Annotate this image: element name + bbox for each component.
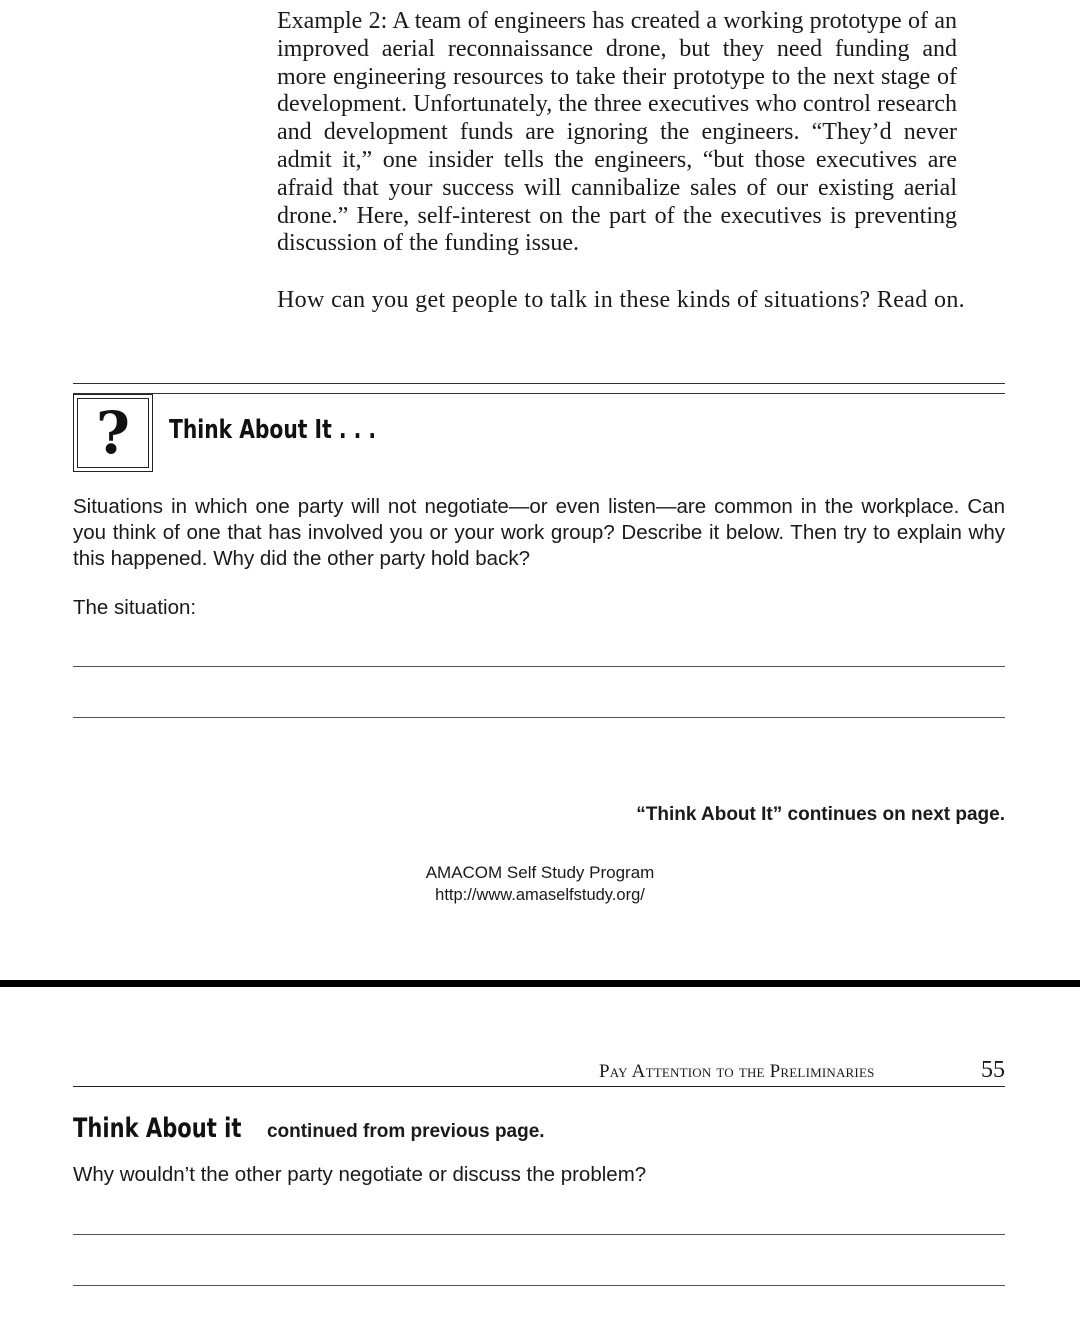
why-question: Why wouldn’t the other party negotiate or discuss the problem? [73, 1163, 647, 1186]
why-answer-line-2[interactable] [73, 1285, 1005, 1286]
continued-title: Think About it [73, 1113, 242, 1144]
example-2-paragraph: Example 2: A team of engineers has created a working prototype of an improved aerial reconnaissance drone, but they need funding and more engineering resources to take their prototype to the next stage of development. Unfortunately, the three executives who control research and development funds are ignoring the engineers. “They’d never admit it,” one insider tells the engineers, “but those executives are afraid that your success will cannibalize sales of our existing aerial drone.” Here, self-interest on the part of the executives is preventing discussion of the funding issue. [277, 8, 957, 257]
page-footer [0, 862, 1080, 906]
continued-heading [73, 1112, 545, 1149]
situation-answer-line-1[interactable] [73, 666, 1005, 667]
situation-answer-line-2[interactable] [73, 717, 1005, 718]
header-rule [73, 1086, 1005, 1087]
section-rule-bottom [73, 393, 1005, 394]
footer-program-name: AMACOM Self Study Program [425, 863, 655, 882]
section-rule-top [73, 383, 1005, 384]
page-number: 55 [981, 1057, 1005, 1083]
think-about-it-heading: Think About It . . . [169, 415, 377, 445]
running-head: Pay Attention to the Preliminaries [599, 1061, 875, 1082]
footer-url[interactable]: http://www.amaselfstudy.org/ [435, 886, 645, 904]
closing-question: How can you get people to talk in these kinds of situations? Read on. [277, 287, 966, 313]
question-mark-box [73, 394, 153, 472]
continued-subtitle: continued from previous page. [266, 1121, 545, 1142]
question-mark-icon: ? [96, 399, 130, 467]
why-answer-line-1[interactable] [73, 1234, 1005, 1235]
situation-label: The situation: [73, 596, 197, 619]
page-divider [0, 980, 1080, 987]
continues-next-page-note: “Think About It” continues on next page. [636, 804, 1005, 825]
think-about-it-prompt: Situations in which one party will not negotiate—or even listen—are common in the workplace. Can you think of one that has involved you or your work group? Describe it below. Then try to explain why this happened. Why did the other party hold back? [73, 495, 1005, 570]
